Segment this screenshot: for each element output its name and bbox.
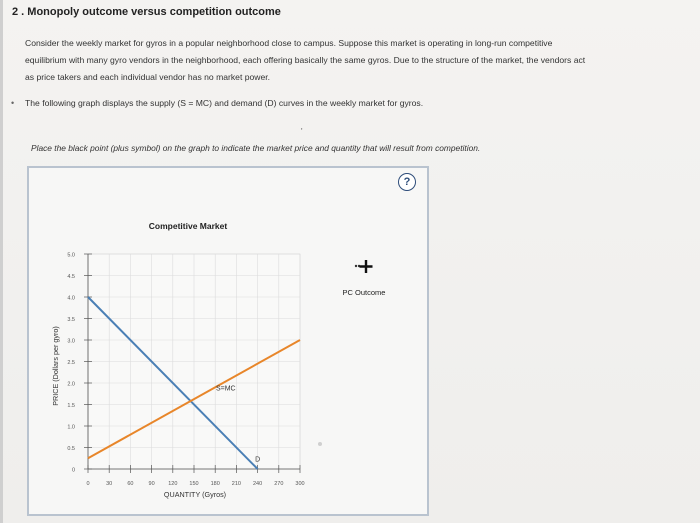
x-tick-label: 0 — [86, 481, 90, 487]
x-tick-label: 60 — [127, 481, 134, 487]
instruction-text: Place the black point (plus symbol) on the graph to indicate the market price and quantity that will result from competition. — [31, 143, 481, 153]
demand-label: D — [255, 456, 261, 464]
y-tick-label: 3.0 — [67, 338, 75, 345]
x-tick-label: 270 — [274, 481, 284, 487]
y-tick-label: 0.5 — [67, 446, 75, 452]
y-tick-label: 4.5 — [67, 274, 75, 280]
question-heading: 2 . Monopoly outcome versus competition outcome — [12, 6, 281, 18]
paragraph-line: as price takers and each individual vendor has no market power. — [25, 72, 271, 82]
x-tick-label: 90 — [148, 481, 155, 487]
x-tick-label: 150 — [189, 481, 199, 487]
stray-dot — [318, 442, 322, 446]
paragraph-line: Consider the weekly market for gyros in a popular neighborhood close to campus. Suppose this market is operating in long-run competitive — [25, 38, 553, 48]
x-tick-label: 30 — [106, 481, 113, 487]
y-tick-label: 1.0 — [67, 424, 75, 431]
help-button[interactable]: ? — [398, 173, 416, 191]
pc-outcome-label: PC Outcome — [342, 288, 386, 297]
y-tick-label: 5.0 — [67, 252, 75, 259]
chart-grid — [88, 254, 300, 469]
x-tick-label: 120 — [168, 481, 178, 487]
y-tick-label: 3.5 — [67, 317, 75, 323]
x-tick-label: 240 — [253, 481, 263, 487]
supply-label: S=MC — [215, 385, 236, 393]
y-tick-label: 2.5 — [67, 360, 75, 366]
x-tick-label: 300 — [295, 481, 305, 487]
tool-dot — [355, 265, 357, 267]
bullet-marker: • — [11, 98, 15, 108]
y-tick-label: 4.0 — [67, 295, 75, 302]
y-tick-label: 1.5 — [67, 403, 75, 409]
x-axis-label: QUANTITY (Gyros) — [163, 490, 227, 499]
plus-symbol-icon[interactable] — [360, 260, 373, 273]
x-tick-label: 180 — [210, 481, 220, 487]
y-tick-label: 0 — [71, 467, 75, 474]
y-axis-label: PRICE (Dollars per gyro) — [51, 326, 60, 406]
y-tick-label: 2.0 — [67, 381, 75, 388]
pc-outcome-tool[interactable] — [355, 260, 373, 273]
stray-mark: ' — [301, 127, 303, 136]
chart-title: Competitive Market — [148, 221, 228, 231]
x-tick-label: 210 — [231, 481, 241, 487]
graph-description: The following graph displays the supply (S = MC) and demand (D) curves in the weekly market for gyros. — [25, 98, 424, 108]
paragraph-line: equilibrium with many gyro vendors in the neighborhood, each offering basically the same gyros. Due to the structure of the market, the vendors act — [25, 55, 586, 65]
